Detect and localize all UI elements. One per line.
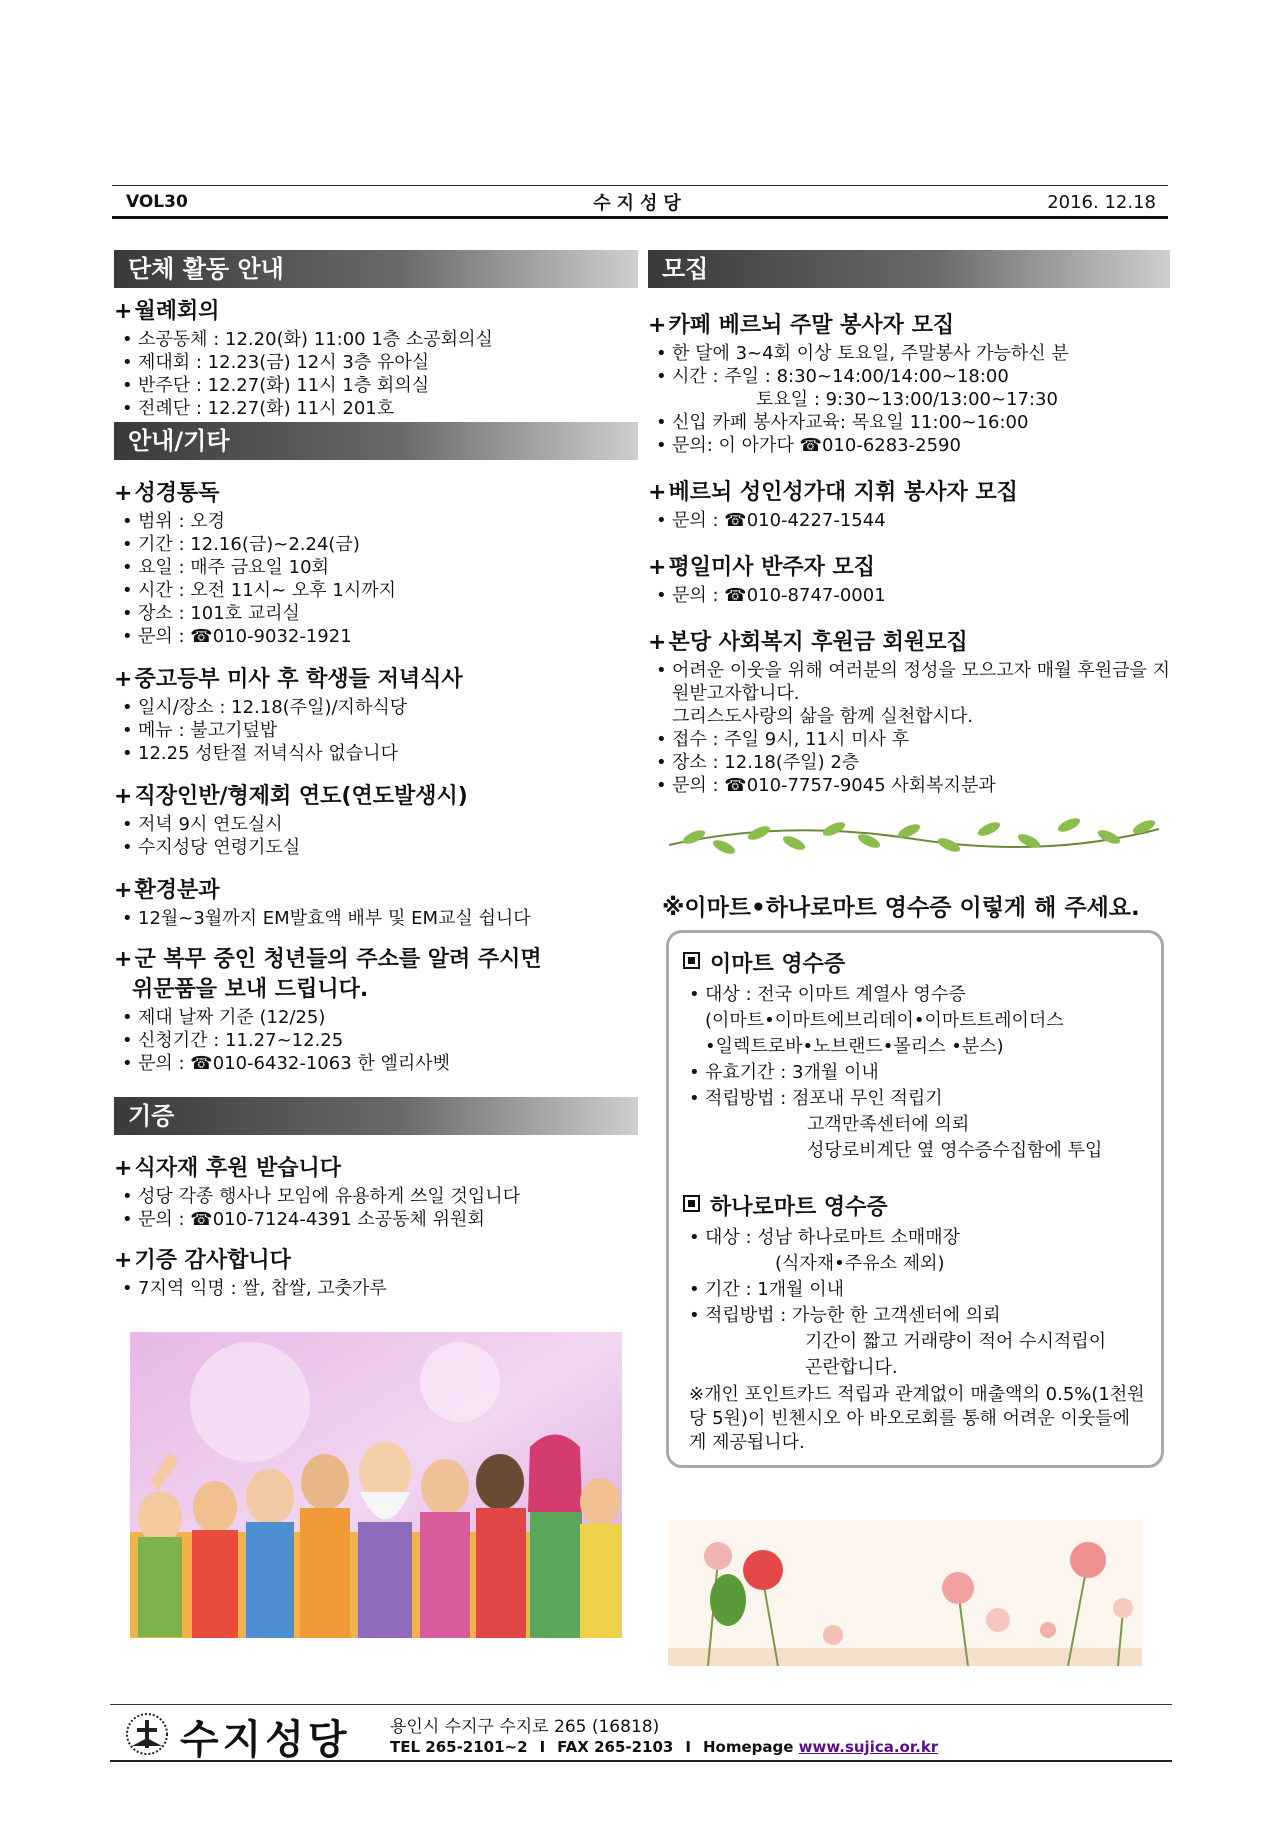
cross-icon: + [114,878,133,903]
list-item: • 12월~3월까지 EM발효액 배부 및 EM교실 쉽니다 [122,907,638,930]
list-item: • 요일 : 매주 금요일 10회 [122,556,638,579]
list-item: • 메뉴 : 불고기덮밥 [122,719,638,742]
cross-icon: + [114,481,133,506]
newsletter-title: 수지성당 [593,193,687,214]
list-item-continued: (식자재•주유소 제외) [775,1253,945,1274]
notice-welfare-fund [648,629,1170,797]
list-item: • 문의 : ☎010-6432-1063 한 엘리사벳 [122,1052,638,1075]
list-item: • 장소 : 101호 교리실 [122,602,638,625]
cross-icon: + [114,1156,133,1181]
section-header-recruitment: 모집 [648,250,1170,288]
notice-cafe-volunteer [648,312,1170,457]
list-item: • 전례단 : 12.27(화) 11시 201호 [122,397,638,420]
notice-choir-conductor [648,479,1170,532]
list-item: • 적립방법 : 가능한 한 고객센터에 의뢰 [689,1303,1147,1329]
volume-label: VOL30 [126,192,188,212]
receipt-notice-title: ※이마트•하나로마트 영수증 이렇게 해 주세요. [662,895,1140,921]
list-item-indent: 토요일 : 9:30~13:00/13:00~17:30 [756,389,1058,410]
list-item: • 제대 날짜 기준 (12/25) [122,1006,638,1029]
list-item: • 12.25 성탄절 저녁식사 없습니다 [122,742,638,765]
list-item: • 문의 : ☎010-4227-1544 [656,509,1170,532]
list-item: • 기간 : 12.16(금)~2.24(금) [122,533,638,556]
cross-icon: + [648,313,667,338]
item-title-continued: 위문품을 보내 드립니다. [132,977,369,1002]
notice-environment [114,877,638,930]
item-title: 평일미사 반주자 모집 [668,555,876,580]
list-item: • 성당 각종 행사나 모임에 유용하게 쓰일 것입니다 [122,1185,638,1208]
receipt-info-box [666,930,1164,1468]
checkbox-square-icon [683,1195,700,1212]
list-item: • 어려운 이웃을 위해 여러분의 정성을 모으고자 매월 후원금을 지원받고자합니다. [656,659,1170,705]
church-address: 용인시 수지구 수지로 265 (16818) [390,1717,660,1737]
list-item: • 대상 : 전국 이마트 계열사 영수증 [689,982,1147,1008]
list-item-continued: 고객만족센터에 의뢰 [807,1114,970,1135]
list-item: • 적립방법 : 점포내 무인 적립기 [689,1086,1147,1112]
notice-military [114,946,638,1075]
list-item: • 일시/장소 : 12.18(주일)/지하식당 [122,696,638,719]
list-item-continued: (이마트•이마트에브리데이•이마트트레이더스 [705,1010,1064,1031]
list-item: • 문의 : ☎010-9032-1921 [122,625,638,648]
list-item: • 저녁 9시 연도실시 [122,813,638,836]
item-title: 기증 감사합니다 [134,1248,291,1273]
list-item: • 반주단 : 12.27(화) 11시 1층 회의실 [122,374,638,397]
item-title: 카페 베르뇌 주말 봉사자 모집 [668,313,955,338]
list-item: • 수지성당 연령기도실 [122,836,638,859]
list-item: • 소공동체 : 12.20(화) 11:00 1층 소공회의실 [122,328,638,351]
list-item: • 장소 : 12.18(주일) 2층 [656,751,1170,774]
right-column [648,250,1170,1468]
tel-number: TEL 265-2101~2 [390,1738,528,1756]
section-header-activities: 단체 활동 안내 [114,250,638,288]
list-item-continued: •일렉트로바•노브랜드•몰리스 •분스) [705,1036,1004,1057]
header-bottom-line [112,216,1168,219]
homepage-label: Homepage [702,1738,794,1756]
item-title: 베르뇌 성인성가대 지휘 봉사자 모집 [668,480,1018,505]
list-item: • 신청기간 : 11.27~12.25 [122,1029,638,1052]
cross-icon: + [114,1248,133,1273]
list-item: • 대상 : 성남 하나로마트 소매매장 [689,1225,1147,1251]
item-title: 성경통독 [134,481,220,506]
item-title: 직장인반/형제회 연도(연도발생시) [134,784,468,809]
list-item-continued: 곤란합니다. [805,1357,898,1378]
list-item-continued: 기간이 짧고 거래량이 적어 수시적립이 [805,1331,1107,1352]
notice-monthly-meeting [114,298,638,420]
list-item: • 7지역 익명 : 쌀, 찹쌀, 고춧가루 [122,1277,638,1300]
left-column [114,250,638,1300]
fax-number: FAX 265-2103 [557,1738,674,1756]
list-item: • 유효기간 : 3개월 이내 [689,1060,1147,1086]
item-title: 월례회의 [134,299,220,324]
emart-title: 이마트 영수증 [710,952,846,977]
list-item: • 신입 카페 봉사자교육: 목요일 11:00~16:00 [656,411,1170,434]
notice-organist [648,554,1170,607]
list-item: • 제대회 : 12.23(금) 12시 3층 유아실 [122,351,638,374]
item-title: 환경분과 [134,878,220,903]
notice-bible-reading [114,480,638,648]
notice-food-donation [114,1155,638,1231]
item-title: 본당 사회복지 후원금 회원모집 [668,630,968,655]
receipt-note: ※개인 포인트카드 적립과 관계없이 매출액의 0.5%(1천원당 5원)이 빈첸시오 아 바오로회를 통해 어려운 이웃들에게 제공됩니다. [689,1384,1145,1453]
cross-icon: + [114,947,133,972]
church-name: 수지성당 [180,1717,351,1763]
item-title: 군 복무 중인 청년들의 주소를 알려 주시면 [134,947,542,972]
crowd-illustration [130,1332,622,1638]
footer-top-line [110,1704,1172,1705]
vine-decoration [664,809,1164,865]
list-item: • 문의 : ☎010-7757-9045 사회복지분과 [656,774,1170,797]
church-logo-icon [124,1712,170,1756]
list-item: • 범위 : 오경 [122,510,638,533]
item-title: 식자재 후원 받습니다 [134,1156,342,1181]
list-item-continued: 그리스도사랑의 삶을 함께 실천합시다. [672,706,974,727]
homepage-link[interactable]: www.sujica.or.kr [798,1738,939,1756]
cross-icon: + [114,667,133,692]
cross-icon: + [114,299,133,324]
section-header-info: 안내/기타 [114,422,638,460]
list-item: • 문의: 이 아가다 ☎010-6283-2590 [656,434,1170,457]
cross-icon: + [648,555,667,580]
hanaro-title: 하나로마트 영수증 [710,1195,888,1220]
list-item: • 문의 : ☎010-7124-4391 소공동체 위원회 [122,1208,638,1231]
checkbox-square-icon [683,952,700,969]
notice-prayer [114,783,638,859]
church-contact: TEL 265-2101~2 I FAX 265-2103 I Homepage www.sujica.or.kr [390,1738,939,1756]
list-item: • 시간 : 오전 11시~ 오후 1시까지 [122,579,638,602]
item-title: 중고등부 미사 후 학생들 저녁식사 [134,667,463,692]
list-item: • 문의 : ☎010-8747-0001 [656,584,1170,607]
notice-thanks [114,1247,638,1300]
list-item: • 시간 : 주일 : 8:30~14:00/14:00~18:00 [656,365,1170,388]
issue-date: 2016. 12.18 [1047,192,1156,213]
list-item: • 접수 : 주일 9시, 11시 미사 후 [656,728,1170,751]
page-header [112,184,1168,220]
cross-icon: + [648,480,667,505]
flower-illustration [668,1520,1142,1666]
cross-icon: + [114,784,133,809]
cross-icon: + [648,630,667,655]
list-item-continued: 성당로비계단 옆 영수증수집함에 투입 [807,1140,1103,1161]
notice-student-dinner [114,666,638,765]
section-header-donation: 기증 [114,1097,638,1135]
footer-bottom-line [110,1760,1172,1762]
list-item: • 기간 : 1개월 이내 [689,1277,1147,1303]
list-item: • 한 달에 3~4회 이상 토요일, 주말봉사 가능하신 분 [656,342,1170,365]
